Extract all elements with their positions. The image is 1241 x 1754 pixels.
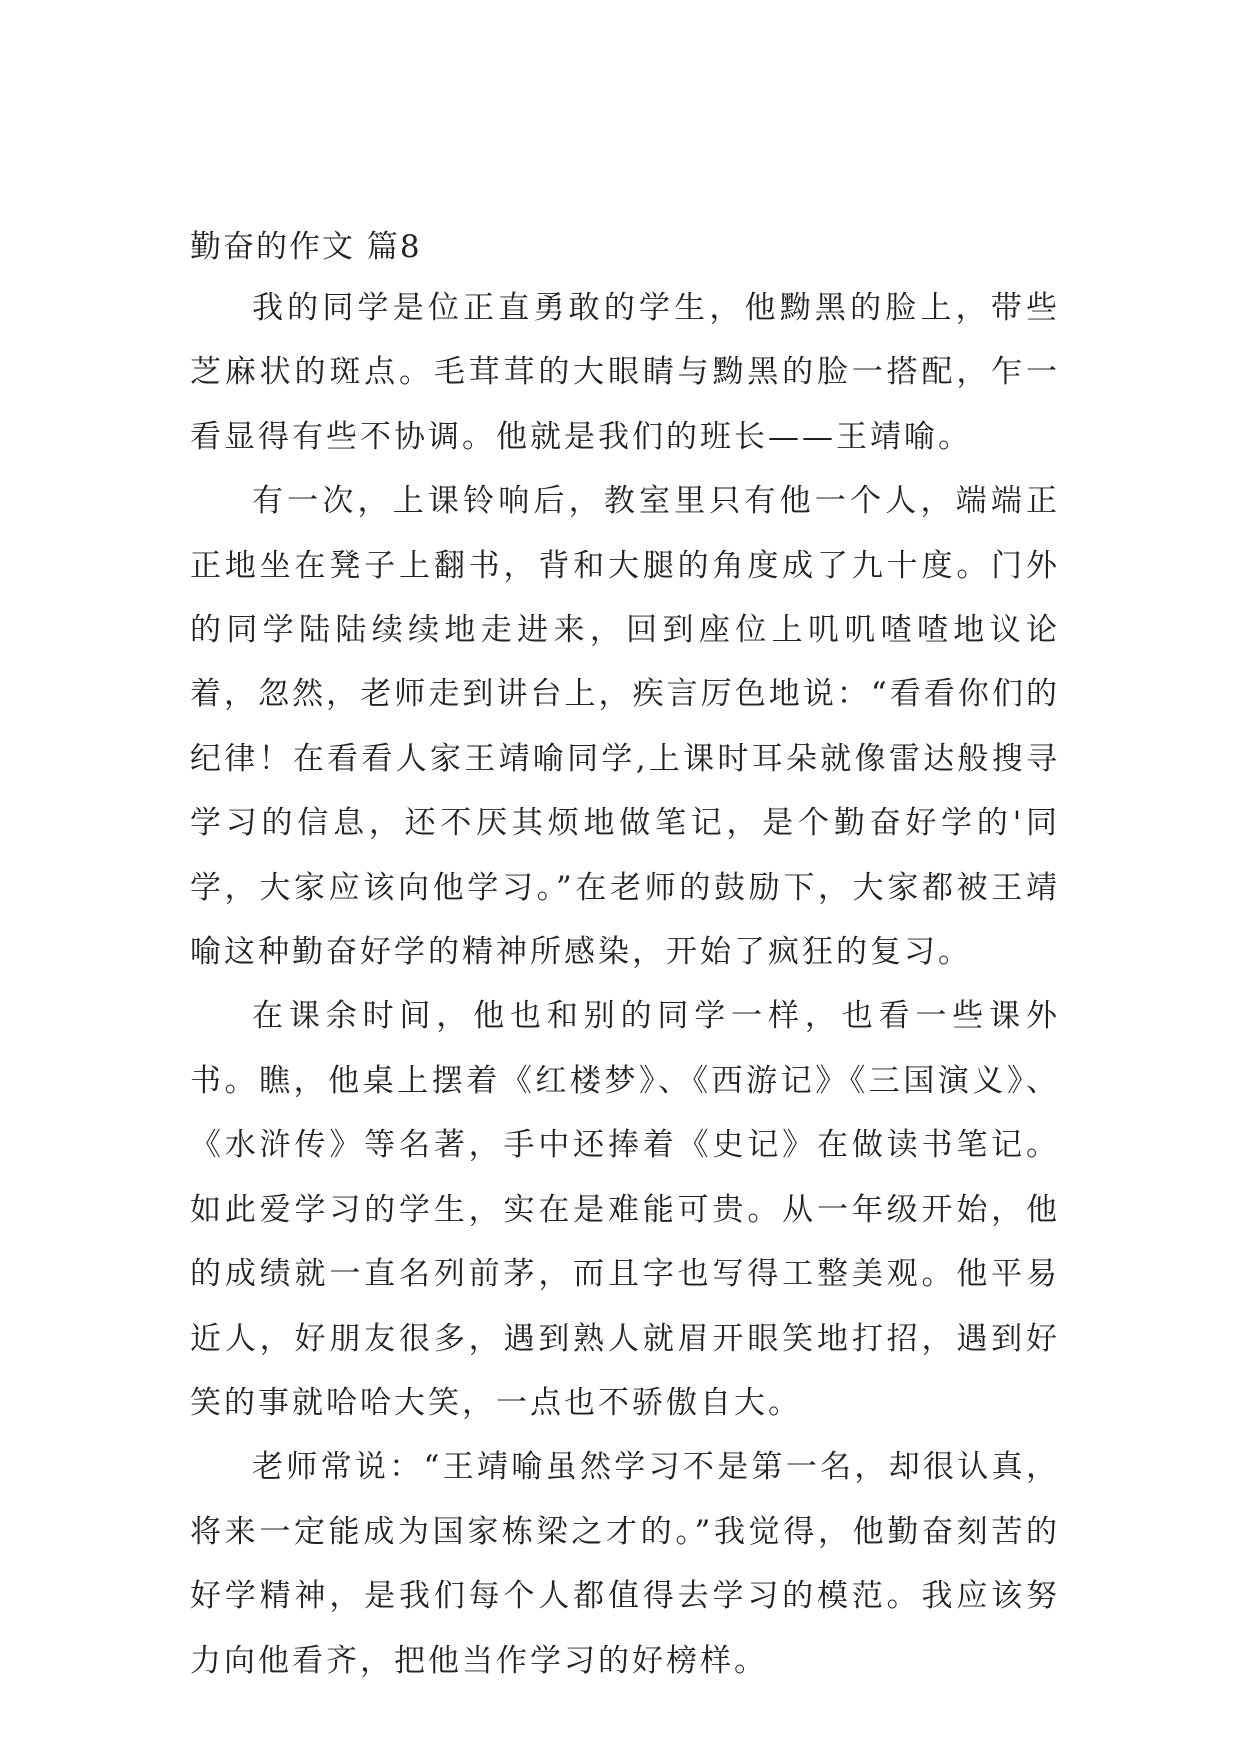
- document-body: [190, 218, 1060, 1693]
- paragraph-1: 我的同学是位正直勇敢的学生，他黝黑的脸上，带些芝麻状的斑点。毛茸茸的大眼睛与黝黑的脸一搭配，乍一看显得有些不协调。他就是我们的班长——王靖喻。: [190, 290, 1060, 455]
- paragraph-2: 有一次，上课铃响后，教室里只有他一个人，端端正正地坐在凳子上翻书，背和大腿的角度成了九十度。门外的同学陆陆续续地走进来，回到座位上叽叽喳喳地议论着，忽然，老师走到讲台上，疾言厉色地说：“看看你们的纪律！在看看人家王靖喻同学,上课时耳朵就像雷达般搜寻学习的信息，还不厌其烦地做笔记，是个勤奋好学的'同学，大家应该向他学习。”在老师的鼓励下，大家都被王靖喻这种勤奋好学的精神所感染，开始了疯狂的复习。: [190, 483, 1060, 971]
- document-title: 勤奋的作文 篇8: [190, 229, 422, 265]
- paragraph-4: 老师常说：“王靖喻虽然学习不是第一名，却很认真，将来一定能成为国家栋梁之才的。”我觉得，他勤奋刻苦的好学精神，是我们每个人都值得去学习的模范。我应该努力向他看齐，把他当作学习的好榜样。: [190, 1449, 1060, 1679]
- paragraph-3: 在课余时间，他也和别的同学一样，也看一些课外书。瞧，他桌上摆着《红楼梦》、《西游记》《三国演义》、《水浒传》等名著，手中还捧着《史记》在做读书笔记。如此爱学习的学生，实在是难能可贵。从一年级开始，他的成绩就一直名列前茅，而且字也写得工整美观。他平易近人，好朋友很多，遇到熟人就眉开眼笑地打招，遇到好笑的事就哈哈大笑，一点也不骄傲自大。: [190, 998, 1060, 1421]
